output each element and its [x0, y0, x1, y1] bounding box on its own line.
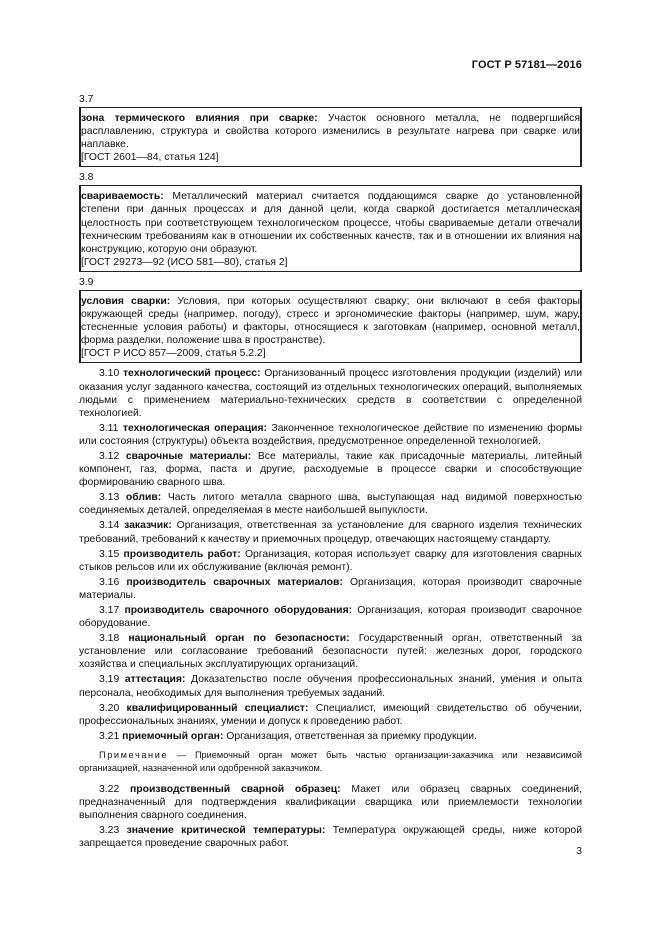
term-number: 3.11 — [99, 422, 119, 434]
term-title: квалифицированный специалист: — [126, 702, 309, 714]
term-number: 3.23 — [99, 825, 120, 837]
term-title: производитель сварочных материалов: — [126, 576, 343, 588]
term-title: технологический процесс: — [122, 368, 261, 380]
term-number: 3.22 — [99, 783, 120, 795]
term-paragraph — [79, 450, 582, 489]
term-text: Доказательство после обучения профессиональных знаний, умения и опыта персонала, необходимых для выполнения требуемых заданий. — [79, 674, 582, 699]
page-number: 3 — [576, 846, 582, 857]
term-title: сварочные материалы: — [125, 450, 252, 462]
term-number: 3.17 — [99, 605, 120, 616]
term-paragraph — [79, 519, 582, 545]
term-title: производственный сварной образец: — [130, 783, 341, 795]
term-number: 3.12 — [99, 450, 120, 462]
term-text: Законченное технологическое действие по изменению формы или состояния (структуры) объекта воздействия, предусмотренное определенной технологией. — [79, 422, 582, 447]
term-text: Организация, ответственная за установление для сварного изделия технических требований, требований к качеству и приемочных процедур, отвечающих настоящему стандарту. — [79, 520, 582, 545]
term-number: 3.16 — [99, 576, 120, 588]
boxed-term — [79, 107, 582, 167]
term-text: Участок основного металла, не подвергшийся расплавлению, структура и свойства которого изменились в результате нагрева при сварке или наплавке. — [81, 113, 580, 151]
term-title: облив: — [125, 492, 162, 504]
term-text: Организация, которая использует сварку для изготовления сварных стыков рельсов или их обслуживание (включая ремонт). — [79, 548, 583, 573]
term-number: 3.20 — [99, 702, 120, 714]
boxed-term — [79, 290, 582, 363]
term-source: [ГОСТ 29273—92 (ИСО 581—80), статья 2] — [81, 256, 288, 268]
term-number: 3.15 — [99, 548, 120, 560]
term-text: Условия, при которых осуществляют сварку; они включают в себя факторы окружающей среды (например, погоду), стресс и эргономические факторы (например, шум, жару, стесненные условия работы) и факторы, относящиеся к заготовкам (например, основной металл, форма разделки, положение шва в пространстве). — [81, 295, 580, 347]
term-title: приемочный орган: — [122, 730, 224, 742]
term-number: 3.9 — [79, 276, 94, 288]
term-title: заказчик: — [124, 520, 172, 532]
term-paragraph — [79, 702, 582, 728]
term-definition — [81, 190, 580, 255]
term-source: [ГОСТ Р ИСО 857—2009, статья 5.2.2] — [81, 348, 266, 360]
term-text: Часть литого металла сварного шва, выступающая над видимой поверхностью соединяемых деталей, определяемая в месте наибольшей выпуклости. — [79, 492, 582, 517]
term-number: 3.13 — [99, 492, 120, 504]
term-text: Организованный процесс изготовления продукции (изделий) или оказания услуг заданного качества, состоящий из отдельных технологических операций, выполняемых людьми с применением материально-технических средств в соответствии с определенной технологией. — [79, 368, 583, 419]
term-number: 3.14 — [99, 520, 120, 532]
term-definition — [81, 295, 580, 347]
term-title: зона термического влияния при сварке: — [81, 113, 318, 124]
term-number: 3.8 — [79, 172, 94, 184]
term-paragraph — [79, 604, 582, 630]
term-paragraph — [79, 367, 582, 419]
term-paragraph — [79, 491, 582, 517]
term-title: производитель работ: — [123, 548, 241, 560]
term-title: аттестация: — [124, 674, 186, 686]
term-text: Металлический материал считается поддающимся сварке до установленной степени при данных процессах и для данной цели, когда сваркой достигается металлическая целостность при соответствующем технологическом процессе, чтобы свариваемые детали отвечали техническим требованиям как в отношении их собственных качеств, так и в отношении их влияния на конструкцию, которую они образуют. — [81, 191, 580, 255]
term-paragraph — [79, 824, 582, 850]
term-number: 3.7 — [79, 94, 94, 105]
term-title: значение критической температуры: — [126, 825, 326, 837]
term-paragraph — [79, 632, 582, 671]
term-text: Государственный орган, ответственный за установление или согласование требований безопасности путей: железных дорог, городского хозяйства и специальных эксплуатирующих организаций. — [79, 633, 582, 671]
term-source: [ГОСТ 2601—84, статья 124] — [81, 152, 219, 164]
term-paragraph — [79, 730, 582, 743]
boxed-term — [79, 185, 582, 272]
term-title: производитель сварочного оборудования: — [124, 605, 353, 616]
term-text: Температура окружающей среды, ниже которой запрещается проведение сварочных работ. — [79, 825, 583, 850]
term-text: Организация, которая производит сварочные материалы. — [79, 576, 583, 601]
note-text: — Приемочный орган может быть частью организации-заказчика или независимой организацией, назначенной или одобренной заказчиком. — [79, 749, 582, 773]
page-content — [79, 93, 582, 852]
term-paragraph — [79, 783, 582, 822]
note-label: Примечание — [99, 749, 169, 760]
term-text: Макет или образец сварных соединений, предназначенный для подтверждения квалификации сварщика или приемлемости технологии выполнения сварного соединения. — [79, 783, 582, 822]
term-text: Организация, которая производит сварочное оборудование. — [79, 605, 582, 630]
term-paragraph — [79, 548, 582, 574]
term-text: Специалист, имеющий свидетельство об обучении, профессиональных знаниях, умении и допуск к проведению работ. — [79, 702, 583, 727]
term-paragraph — [79, 422, 582, 448]
term-paragraph — [79, 673, 582, 699]
term-number: 3.10 — [99, 368, 120, 380]
term-title: национальный орган по безопасности: — [128, 633, 350, 645]
note — [79, 749, 582, 775]
term-number: 3.18 — [99, 633, 120, 645]
term-title: технологическая операция: — [122, 422, 268, 434]
term-number: 3.21 — [99, 730, 120, 742]
term-text: Организация, ответственная за приемку продукции. — [223, 730, 477, 742]
term-title: свариваемость: — [81, 191, 164, 203]
document-header: ГОСТ Р 57181—2016 — [471, 59, 582, 71]
term-title: условия сварки: — [81, 295, 171, 307]
term-text: Все материалы, такие как присадочные материалы, литейный компонент, газ, форма, паста и другие, расходуемые в процессе сварки и способствующие формированию сварного шва. — [79, 450, 582, 489]
term-number: 3.19 — [99, 674, 120, 686]
term-paragraph — [79, 576, 582, 602]
term-definition — [81, 112, 580, 151]
